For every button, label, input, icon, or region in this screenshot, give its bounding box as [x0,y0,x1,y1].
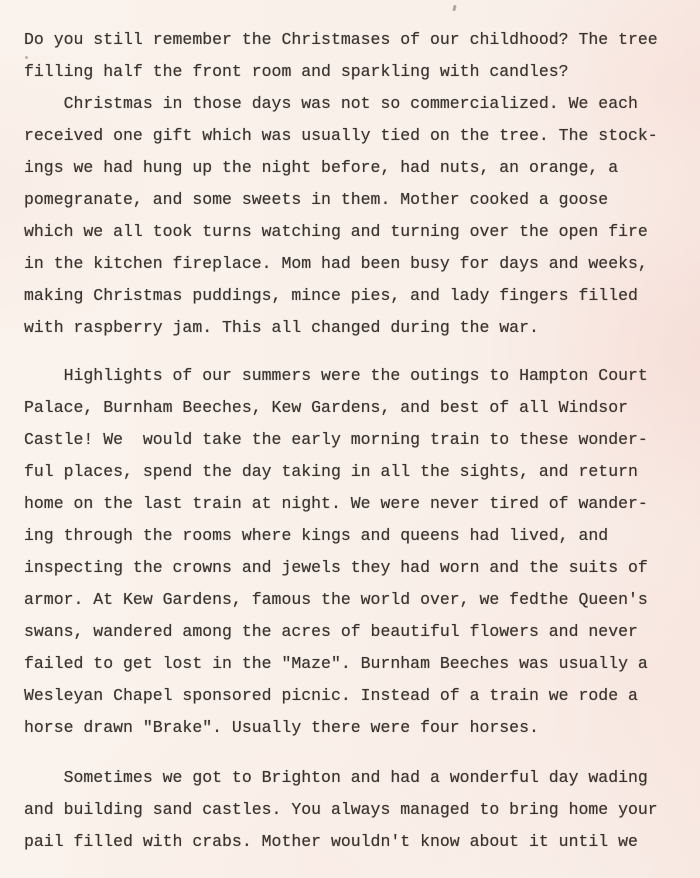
text-line: in the kitchen fireplace. Mom had been busy for days and weeks, [24,254,648,273]
text-line: and building sand castles. You always managed to bring home your [24,800,658,819]
text-line: Christmas in those days was not so commercialized. We each [24,94,638,113]
text-line: received one gift which was usually tied on the tree. The stock- [24,126,658,145]
text-line: home on the last train at night. We were never tired of wander- [24,494,648,513]
text-line: swans, wandered among the acres of beautiful flowers and never [24,622,638,641]
paragraph-summers [24,360,672,744]
text-line: Highlights of our summers were the outings to Hampton Court [24,366,648,385]
text-line: ful places, spend the day taking in all the sights, and return [24,462,638,481]
paragraph-opening [24,24,672,88]
text-line: making Christmas puddings, mince pies, and lady fingers filled [24,286,638,305]
text-line: which we all took turns watching and turning over the open fire [24,222,648,241]
text-line: horse drawn "Brake". Usually there were four horses. [24,718,539,737]
text-line: armor. At Kew Gardens, famous the world over, we fedthe Queen's [24,590,648,609]
text-line: pail filled with crabs. Mother wouldn't know about it until we [24,832,638,851]
text-line: Sometimes we got to Brighton and had a wonderful day wading [24,768,648,787]
paragraph-brighton [24,762,672,858]
text-line: with raspberry jam. This all changed during the war. [24,318,539,337]
text-line: filling half the front room and sparkling with candles? [24,62,569,81]
text-line: pomegranate, and some sweets in them. Mother cooked a goose [24,190,609,209]
text-line: failed to get lost in the "Maze". Burnham Beeches was usually a [24,654,648,673]
text-line: inspecting the crowns and jewels they had worn and the suits of [24,558,648,577]
text-line: ings we had hung up the night before, had nuts, an orange, a [24,158,619,177]
text-line: Do you still remember the Christmases of our childhood? The tree [24,30,658,49]
paragraph-christmas [24,88,672,344]
text-line: ing through the rooms where kings and queens had lived, and [24,526,609,545]
text-line: Palace, Burnham Beeches, Kew Gardens, and best of all Windsor [24,398,628,417]
text-line: Castle! We would take the early morning train to these wonder- [24,430,648,449]
text-line: Wesleyan Chapel sponsored picnic. Instead of a train we rode a [24,686,638,705]
